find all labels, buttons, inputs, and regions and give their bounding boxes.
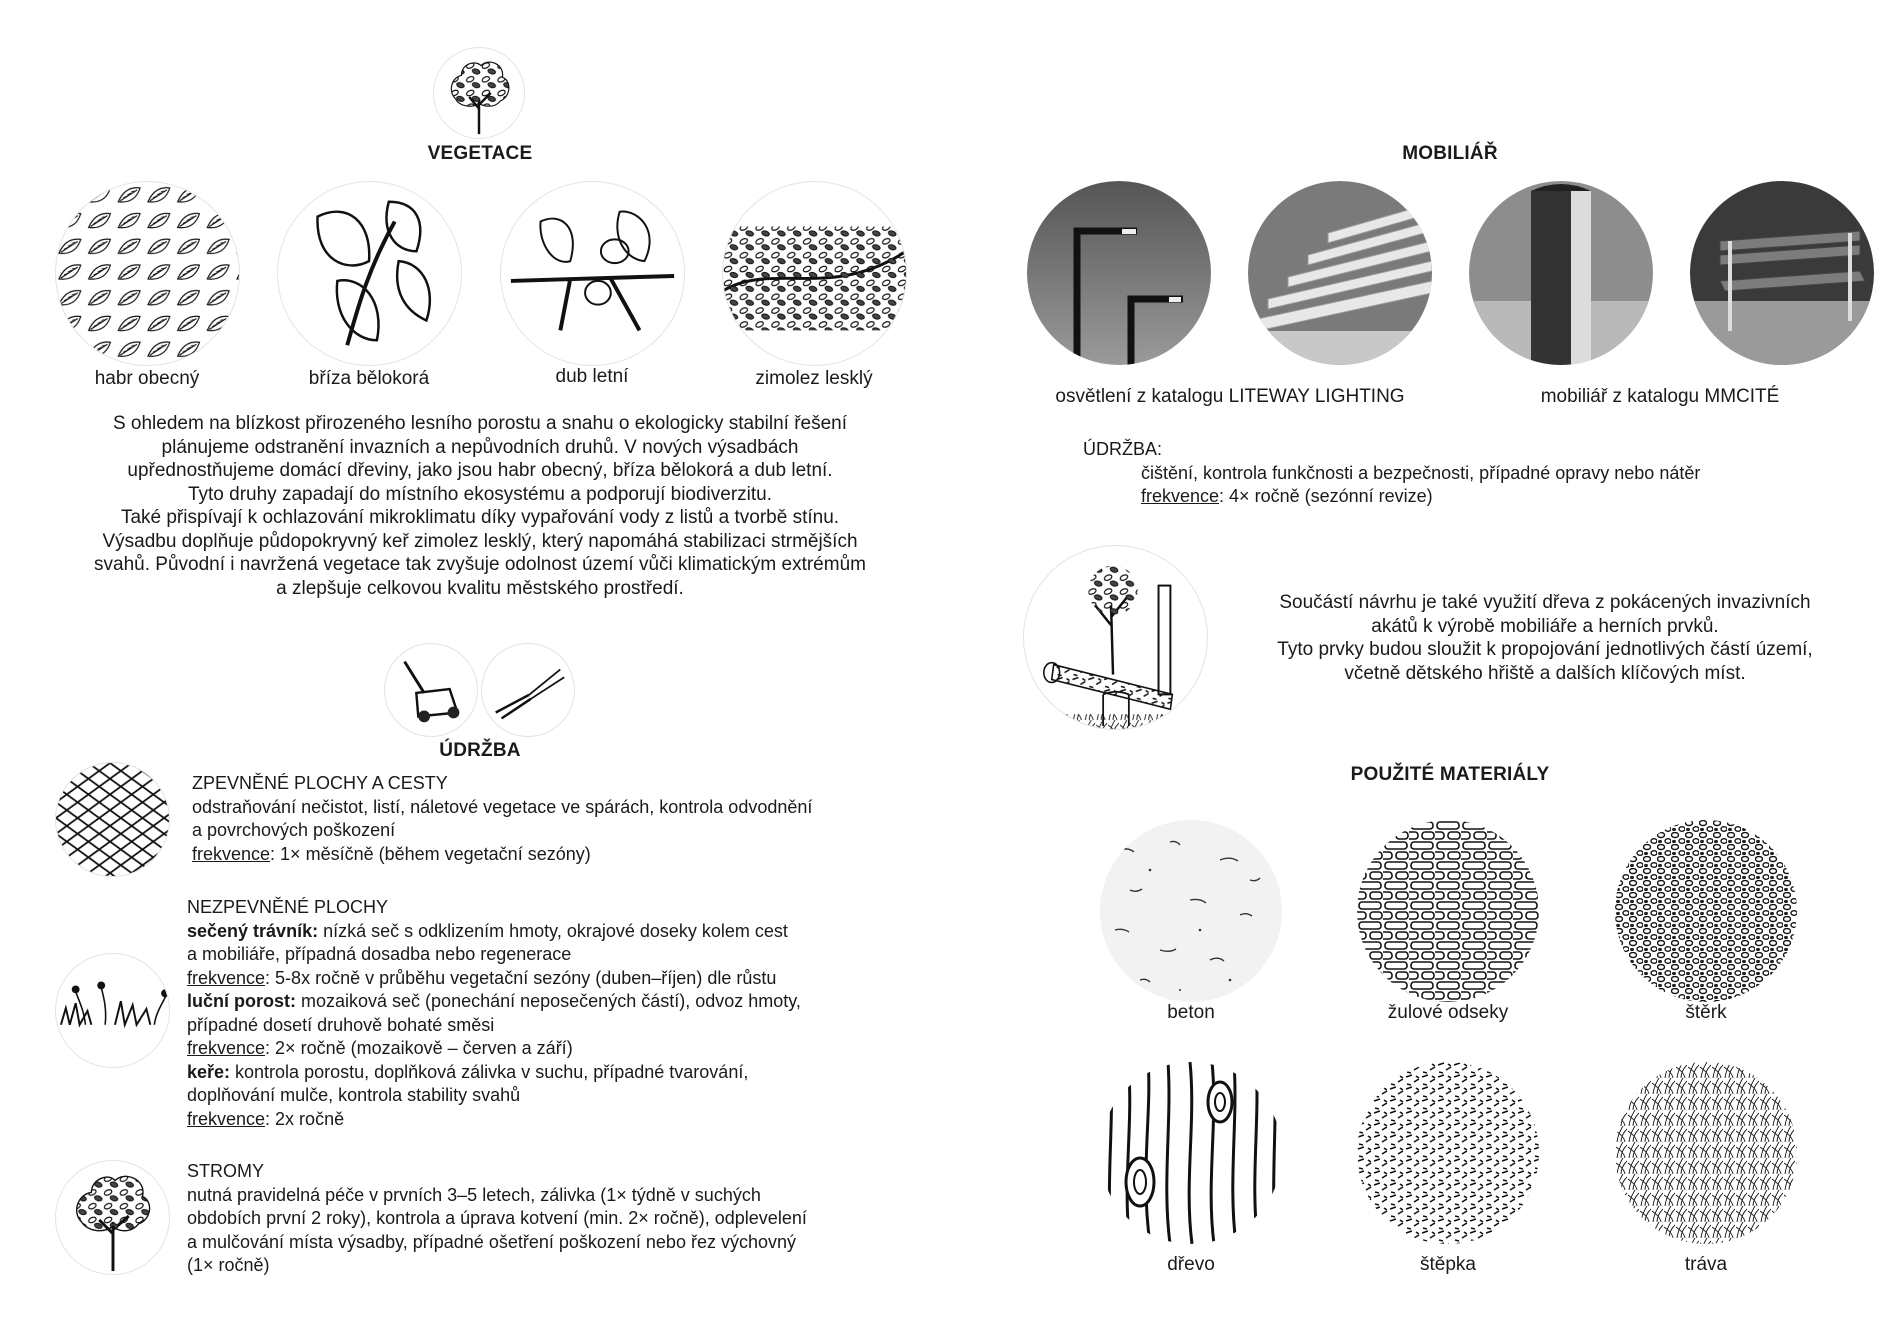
street-light-photo [1027,181,1211,365]
vegetation-paragraph: S ohledem na blízkost přirozeného lesního porostu a snahu o ekologicky stabilní řešení plánujeme odstranění invazních a nepůvodních druhů. V nových výsadbách upřednostňujeme domácí dřeviny, jako jsou habr obecný, bříza bělokorá a dub letní. Tyto druhy zapadají do místního ekosystému a podporují biodiverzitu. Také přispívají k ochlazování mikroklimatu díky vypařování vody z listů a tvorbě stínu. Výsadbu doplňuje půdopokryvný keř zimolez lesklý, který napomáhá stabilizaci strmějších svahů. Původní i navržená vegetace tak zvyšuje odolnost území vůči klimatickým extrémům a zlepšuje celkovou kvalitu městského prostředí. [94,413,866,599]
grass-texture [1615,1062,1797,1244]
paving-icon [55,762,170,877]
oak-illustration [500,181,685,366]
hedge-shears-icon [481,643,575,737]
furniture-maintenance-title: ÚDRŽBA: [1083,439,1163,459]
species-label: bříza bělokorá [308,368,430,389]
vegetation-heading: VEGETACE [427,143,533,164]
material-label: tráva [1684,1254,1728,1275]
trees-title: STROMY [187,1161,265,1181]
lawn-mower-icon [384,643,478,737]
honeysuckle-illustration [722,181,907,366]
birch-illustration [277,181,462,366]
gravel-texture [1615,820,1797,1002]
woodchip-texture [1357,1062,1539,1244]
bench-photo [1690,181,1874,365]
species-label: zimolez lesklý [755,368,873,389]
furniture-caption: mobiliář z katalogu MMCITÉ [1540,386,1780,407]
wood-texture [1100,1062,1282,1244]
materials-heading: POUŽITÉ MATERIÁLY [1350,764,1550,785]
material-label: dřevo [1167,1254,1215,1275]
wood-logs-illustration [1023,545,1208,730]
furniture-maintenance-block: ÚDRŽBA: čištění, kontrola funkčnosti a bezpečnosti, případné opravy nebo nátěr frekvence: 4× ročně (sezónní revize) [1083,439,1701,506]
paved-surfaces-block: ZPEVNĚNÉ PLOCHY A CESTY odstraňování nečistot, listí, náletové vegetace ve spárách, kontrola odvodnění a povrchových poškození frekvence: 1× měsíčně (během vegetační sezóny) [192,773,813,864]
hornbeam-illustration [55,181,240,366]
species-label: dub letní [555,366,629,387]
unpaved-title: NEZPEVNĚNÉ PLOCHY [187,897,389,917]
material-label: beton [1167,1002,1215,1023]
material-label: štěrk [1685,1002,1727,1023]
species-label: habr obecný [94,368,200,389]
concrete-texture [1100,820,1282,1002]
maintenance-heading: ÚDRŽBA [439,740,521,761]
material-label: štěpka [1420,1254,1476,1275]
bench-steps-photo [1248,181,1432,365]
meadow-icon [55,953,170,1068]
granite-cobble-texture [1357,820,1539,1002]
tree-icon [55,1160,170,1275]
paved-title: ZPEVNĚNÉ PLOCHY A CESTY [192,773,448,793]
tree-icon [433,47,525,139]
furniture-heading: MOBILIÁŘ [1402,143,1498,164]
wood-reuse-paragraph: Součástí návrhu je také využití dřeva z pokácených invazivních akátů k výrobě mobiliáře a herních prvků. Tyto prvky budou sloužit k propojování jednotlivých částí území, včetně dětského hřiště a dalších klíčových míst. [1277,592,1813,684]
bollard-photo [1469,181,1653,365]
material-label: žulové odseky [1387,1002,1509,1023]
unpaved-surfaces-block: NEZPEVNĚNÉ PLOCHY sečený trávník: nízká seč s odklizením hmoty, okrajové doseky kolem cest a mobiliáře, případná dosadba nebo regenerace frekvence: 5-8x ročně v průběhu vegetační sezóny (duben–říjen) dle růstu luční porost: mozaiková seč (ponechání neposečených částí), odvoz hmoty, případné dosetí druhově bohaté směsi frekvence: 2× ročně (mozaikově – červen a září) keře: kontrola porostu, doplňková zálivka v suchu, případné tvarování, doplňování mulče, kontrola stability svahů frekvence: 2x ročně [187,897,801,1129]
trees-block: STROMY nutná pravidelná péče v prvních 3–5 letech, zálivka (1× týdně v suchých obdobích první 2 roky), kontrola a úprava kotvení (min. 2× ročně), odplevelení a mulčování místa výsadby, případné ošetření poškození nebo řez výchovný (1× ročně) [187,1161,807,1275]
lighting-caption: osvětlení z katalogu LITEWAY LIGHTING [1055,386,1405,407]
